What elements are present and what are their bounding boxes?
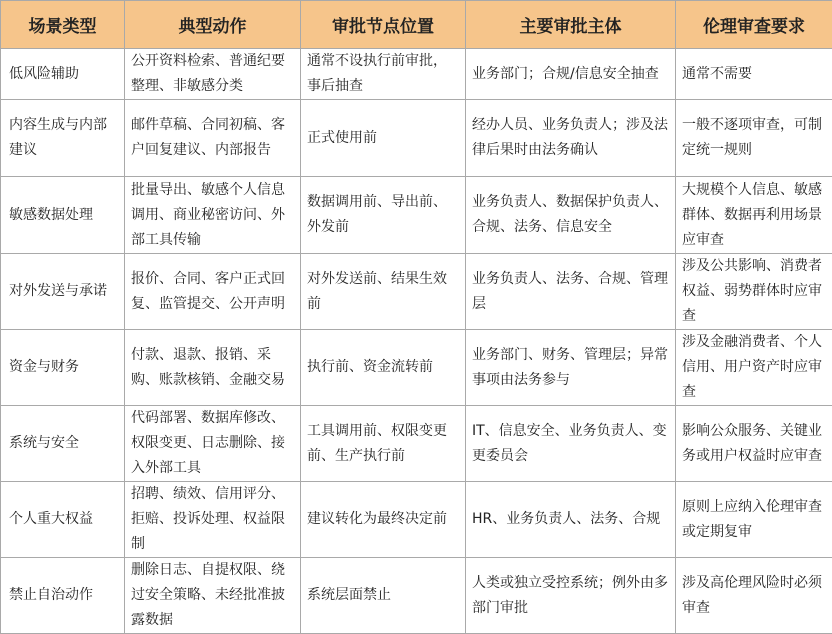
table-row (1, 330, 832, 406)
cell-scene-type: 对外发送与承诺 (1, 254, 125, 330)
cell-approval-node: 建议转化为最终决定前 (301, 482, 466, 558)
cell-approval-subject: 业务部门、财务、管理层；异常事项由法务参与 (466, 330, 676, 406)
cell-ethics-review: 涉及公共影响、消费者权益、弱势群体时应审查 (676, 254, 832, 330)
header-approval-subject: 主要审批主体 (466, 1, 676, 49)
header-row (1, 1, 832, 49)
cell-ethics-review: 大规模个人信息、敏感群体、数据再利用场景应审查 (676, 177, 832, 254)
cell-approval-node: 通常不设执行前审批，事后抽查 (301, 49, 466, 100)
table-row (1, 482, 832, 558)
cell-approval-subject: 业务部门；合规/信息安全抽查 (466, 49, 676, 100)
cell-approval-node: 对外发送前、结果生效前 (301, 254, 466, 330)
cell-ethics-review: 通常不需要 (676, 49, 832, 100)
cell-approval-subject: 业务负责人、数据保护负责人、合规、法务、信息安全 (466, 177, 676, 254)
table-row (1, 254, 832, 330)
cell-approval-node: 数据调用前、导出前、外发前 (301, 177, 466, 254)
cell-ethics-review: 原则上应纳入伦理审查或定期复审 (676, 482, 832, 558)
header-approval-node: 审批节点位置 (301, 1, 466, 49)
cell-approval-node: 正式使用前 (301, 100, 466, 177)
cell-typical-action: 报价、合同、客户正式回复、监管提交、公开声明 (125, 254, 301, 330)
cell-typical-action: 招聘、绩效、信用评分、拒赔、投诉处理、权益限制 (125, 482, 301, 558)
cell-scene-type: 个人重大权益 (1, 482, 125, 558)
cell-approval-node: 工具调用前、权限变更前、生产执行前 (301, 406, 466, 482)
table-row (1, 177, 832, 254)
cell-scene-type: 敏感数据处理 (1, 177, 125, 254)
cell-scene-type: 禁止自治动作 (1, 558, 125, 634)
cell-approval-subject: IT、信息安全、业务负责人、变更委员会 (466, 406, 676, 482)
cell-typical-action: 付款、退款、报销、采购、账款核销、金融交易 (125, 330, 301, 406)
cell-approval-subject: 人类或独立受控系统；例外由多部门审批 (466, 558, 676, 634)
table-row (1, 558, 832, 634)
cell-typical-action: 批量导出、敏感个人信息调用、商业秘密访问、外部工具传输 (125, 177, 301, 254)
cell-ethics-review: 涉及金融消费者、个人信用、用户资产时应审查 (676, 330, 832, 406)
cell-ethics-review: 影响公众服务、关键业务或用户权益时应审查 (676, 406, 832, 482)
cell-typical-action: 代码部署、数据库修改、权限变更、日志删除、接入外部工具 (125, 406, 301, 482)
cell-scene-type: 系统与安全 (1, 406, 125, 482)
header-typical-action: 典型动作 (125, 1, 301, 49)
cell-ethics-review: 一般不逐项审查，可制定统一规则 (676, 100, 832, 177)
table-row (1, 49, 832, 100)
cell-approval-node: 执行前、资金流转前 (301, 330, 466, 406)
cell-scene-type: 低风险辅助 (1, 49, 125, 100)
cell-scene-type: 内容生成与内部建议 (1, 100, 125, 177)
cell-approval-subject: 业务负责人、法务、合规、管理层 (466, 254, 676, 330)
cell-approval-node: 系统层面禁止 (301, 558, 466, 634)
header-scene-type: 场景类型 (1, 1, 125, 49)
cell-scene-type: 资金与财务 (1, 330, 125, 406)
cell-typical-action: 公开资料检索、普通纪要整理、非敏感分类 (125, 49, 301, 100)
cell-typical-action: 删除日志、自提权限、绕过安全策略、未经批准披露数据 (125, 558, 301, 634)
cell-approval-subject: 经办人员、业务负责人；涉及法律后果时由法务确认 (466, 100, 676, 177)
table-row (1, 406, 832, 482)
table-body (1, 49, 832, 634)
table-header (1, 1, 832, 49)
cell-ethics-review: 涉及高伦理风险时必须审查 (676, 558, 832, 634)
table-row (1, 100, 832, 177)
cell-typical-action: 邮件草稿、合同初稿、客户回复建议、内部报告 (125, 100, 301, 177)
cell-approval-subject: HR、业务负责人、法务、合规 (466, 482, 676, 558)
header-ethics-review: 伦理审查要求 (676, 1, 832, 49)
